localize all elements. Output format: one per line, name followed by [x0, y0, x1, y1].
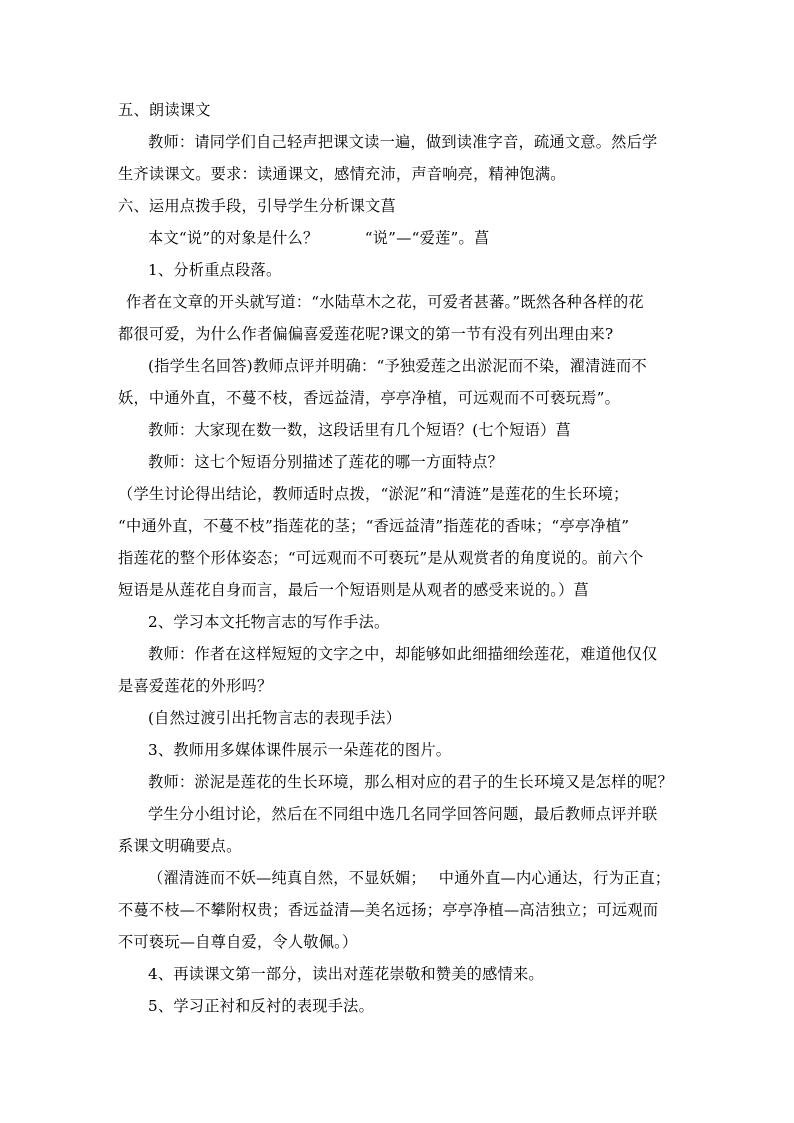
paragraph-line: （学生讨论得出结论，教师适时点拨，“淤泥”和“清涟”是莲花的生长环境；: [118, 485, 629, 503]
paragraph-line: 学生分小组讨论，然后在不同组中选几名同学回答问题，最后教师点评并联: [148, 805, 658, 823]
paragraph-line: 教师：作者在这样短短的文字之中，却能够如此细描细绘莲花，难道他仅仅: [148, 645, 658, 663]
section-heading-reading: 五、朗读课文: [118, 101, 211, 119]
paragraph-line: 系课文明确要点。: [118, 837, 242, 855]
paragraph-line: 本文“说”的对象是什么？ “说”—“爱莲”。菖: [148, 229, 490, 247]
paragraph-line: (指学生名回答)教师点评并明确：“予独爱莲之出淤泥而不染，濯清涟而不: [148, 357, 647, 375]
paragraph-line: 教师：淤泥是莲花的生长环境，那么相对应的君子的生长环境又是怎样的呢？: [148, 773, 673, 791]
paragraph-line: 短语是从莲花自身而言，最后一个短语则是从观者的感受来说的。）菖: [118, 581, 589, 599]
paragraph-line: 指莲花的整个形体姿态；“可远观而不可亵玩”是从观赏者的角度说的。前六个: [118, 549, 644, 567]
paragraph-line: （濯清涟而不妖—纯真自然，不显妖媚； 中通外直—内心通达，行为正直；: [148, 869, 671, 887]
subheading-line: 4、再读课文第一部分，读出对莲花崇敬和赞美的感情来。: [148, 965, 544, 983]
paragraph-line: 生齐读课文。要求：读通课文，感情充沛，声音响亮，精神饱满。: [118, 165, 566, 183]
paragraph-line: (自然过渡引出托物言志的表现手法）: [148, 709, 402, 727]
subheading-line: 5、学习正衬和反衬的表现手法。: [148, 997, 375, 1015]
paragraph-line: 教师：大家现在数一数，这段话里有几个短语？(七个短语）菖: [148, 421, 571, 439]
paragraph-line: 都很可爱，为什么作者偏偏喜爱莲花呢?课文的第一节有没有列出理由来?: [118, 325, 614, 343]
paragraph-line: 是喜爱莲花的外形吗？: [118, 677, 273, 695]
subheading-line: 3、教师用多媒体课件展示一朵莲花的图片。: [148, 741, 452, 759]
paragraph-line: 教师：请同学们自己轻声把课文读一遍，做到读准字音，疏通文意。然后学: [148, 133, 658, 151]
section-heading-analysis: 六、运用点拨手段，引导学生分析课文菖: [118, 197, 396, 215]
subheading-line: 1、分析重点段落。: [148, 261, 282, 279]
paragraph-line: 教师：这七个短语分别描述了莲花的哪一方面特点？: [148, 453, 504, 471]
paragraph-line: 作者在文章的开头就写道：“水陆草木之花，可爱者甚蕃。”既然各种各样的花: [126, 293, 644, 311]
paragraph-line: 妖，中通外直，不蔓不枝，香远益清，亭亭净植，可远观而不可亵玩焉”。: [118, 389, 621, 407]
paragraph-line: 不蔓不枝—不攀附权贵；香远益清—美名远扬；亭亭净植—高洁独立；可远观而: [118, 901, 659, 919]
paragraph-line: “中通外直，不蔓不枝”指莲花的茎；“香远益清”指莲花的香味；“亭亭净植”: [118, 517, 630, 535]
subheading-line: 2、学习本文托物言志的写作手法。: [148, 613, 390, 631]
paragraph-line: 不可亵玩—自尊自爱，令人敬佩。）: [118, 933, 358, 951]
